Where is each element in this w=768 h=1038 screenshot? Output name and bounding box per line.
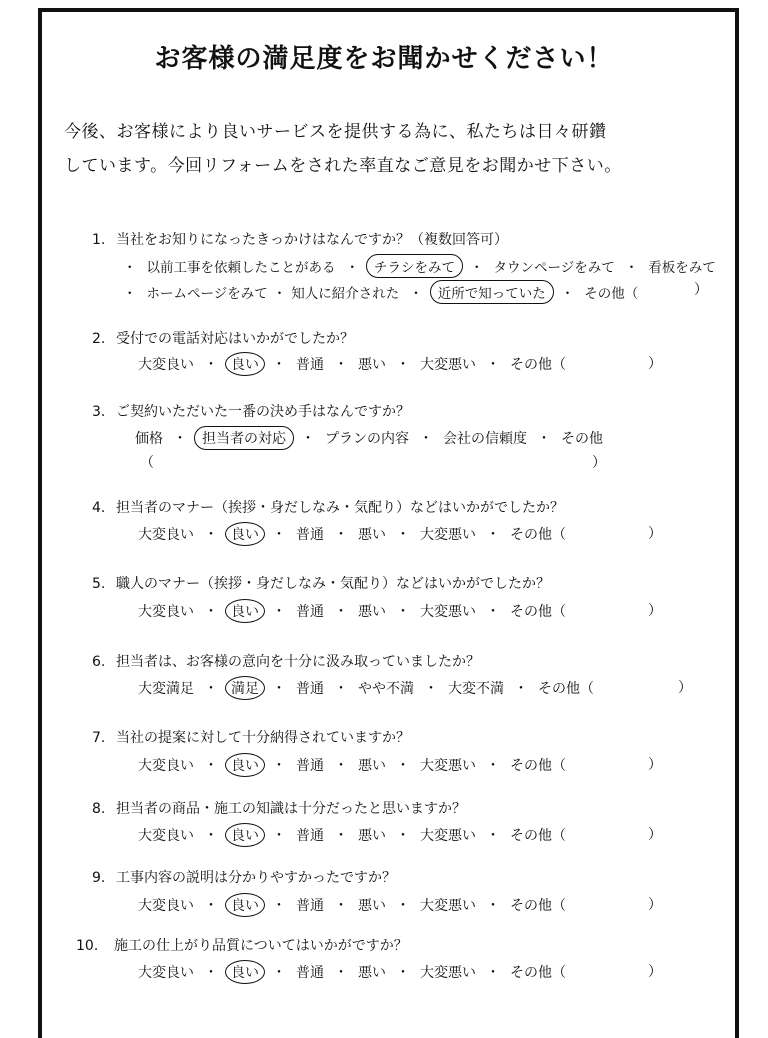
option-very-good[interactable]: 大変良い bbox=[138, 965, 194, 981]
bullet: ・ bbox=[486, 965, 500, 981]
option-good-selected[interactable]: 良い bbox=[225, 893, 265, 917]
question-4-options bbox=[135, 522, 569, 546]
bullet: ・ bbox=[486, 758, 500, 774]
question-10-options bbox=[135, 960, 569, 984]
question-7-options bbox=[135, 753, 569, 777]
option-normal[interactable]: 普通 bbox=[296, 965, 324, 981]
bullet: ・ bbox=[334, 965, 348, 981]
option-good-selected[interactable]: 良い bbox=[225, 599, 265, 623]
question-number: 4. bbox=[92, 500, 106, 516]
bullet: ・ bbox=[334, 898, 348, 914]
bullet: ・ bbox=[396, 758, 410, 774]
question-number: 7. bbox=[92, 730, 106, 746]
bullet: ・ bbox=[272, 286, 287, 302]
question-1-options-row1 bbox=[116, 254, 719, 278]
option-normal[interactable]: 普通 bbox=[296, 758, 324, 774]
option-neighborhood-selected[interactable]: 近所で知っていた bbox=[430, 280, 554, 304]
question-2 bbox=[92, 328, 354, 348]
bullet: ・ bbox=[272, 357, 286, 373]
paren-close: ） bbox=[648, 827, 662, 843]
bullet: ・ bbox=[514, 681, 528, 697]
question-text: 担当者のマナー（挨拶・身だしなみ・気配り）などはいかがでしたか？ bbox=[116, 500, 564, 516]
bullet: ・ bbox=[396, 604, 410, 620]
paren-close: ） bbox=[648, 526, 662, 542]
option-other[interactable]: その他（ bbox=[510, 898, 566, 914]
bullet: ・ bbox=[204, 758, 218, 774]
bullet: ・ bbox=[204, 681, 218, 697]
bullet: ・ bbox=[470, 260, 484, 276]
bullet: ・ bbox=[334, 604, 348, 620]
option-other[interactable]: その他（ bbox=[538, 681, 594, 697]
option-company-trust[interactable]: 会社の信頼度 bbox=[443, 431, 527, 447]
bullet: ・ bbox=[301, 431, 315, 447]
option-good-selected[interactable]: 良い bbox=[225, 753, 265, 777]
option-very-dissatisfied[interactable]: 大変不満 bbox=[448, 681, 504, 697]
question-number: 2. bbox=[92, 331, 106, 347]
bullet: ・ bbox=[424, 681, 438, 697]
option-normal[interactable]: 普通 bbox=[296, 898, 324, 914]
question-number: 8. bbox=[92, 801, 106, 817]
option-very-bad[interactable]: 大変悪い bbox=[420, 828, 476, 844]
question-10 bbox=[76, 935, 408, 955]
option-referral[interactable]: 知人に紹介された bbox=[291, 286, 400, 302]
question-text: 当社をお知りになったきっかけはなんですか？（複数回答可） bbox=[116, 232, 508, 248]
option-homepage[interactable]: ホームページをみて bbox=[146, 286, 268, 302]
bullet: ・ bbox=[204, 898, 218, 914]
option-other[interactable]: その他（ bbox=[510, 828, 566, 844]
question-9 bbox=[92, 867, 396, 887]
option-other[interactable]: その他（ bbox=[510, 357, 566, 373]
question-8-options bbox=[135, 823, 569, 847]
question-1 bbox=[92, 229, 508, 249]
option-other[interactable]: その他（ bbox=[510, 604, 566, 620]
bullet: ・ bbox=[537, 431, 551, 447]
paren-close: ） bbox=[694, 282, 708, 298]
bullet: ・ bbox=[486, 828, 500, 844]
paren-close: ） bbox=[648, 897, 662, 913]
intro-line-1: 今後、お客様により良いサービスを提供する為に、私たちは日々研鑽 bbox=[64, 122, 607, 142]
question-text: ご契約いただいた一番の決め手はなんですか？ bbox=[116, 404, 410, 420]
bullet: ・ bbox=[204, 604, 218, 620]
bullet: ・ bbox=[204, 965, 218, 981]
bullet: ・ bbox=[334, 527, 348, 543]
question-number: 10. bbox=[76, 938, 99, 954]
bullet: ・ bbox=[486, 527, 500, 543]
bullet: ・ bbox=[204, 357, 218, 373]
question-8 bbox=[92, 798, 466, 818]
option-very-bad[interactable]: 大変悪い bbox=[420, 965, 476, 981]
bullet: ・ bbox=[396, 965, 410, 981]
question-text: 担当者は、お客様の意向を十分に汲み取っていましたか？ bbox=[116, 654, 480, 670]
bullet: ・ bbox=[272, 828, 286, 844]
option-good-selected[interactable]: 良い bbox=[225, 823, 265, 847]
option-plan-content[interactable]: プランの内容 bbox=[325, 431, 409, 447]
bullet: ・ bbox=[272, 965, 286, 981]
option-very-bad[interactable]: 大変悪い bbox=[420, 758, 476, 774]
option-very-good[interactable]: 大変良い bbox=[138, 604, 194, 620]
option-normal[interactable]: 普通 bbox=[296, 604, 324, 620]
question-5 bbox=[92, 573, 550, 593]
option-staff-response-selected[interactable]: 担当者の対応 bbox=[194, 426, 294, 450]
bullet: ・ bbox=[272, 527, 286, 543]
paren-close: ） bbox=[678, 680, 692, 696]
bullet: ・ bbox=[272, 758, 286, 774]
option-good-selected[interactable]: 良い bbox=[225, 522, 265, 546]
bullet: ・ bbox=[396, 357, 410, 373]
option-bad[interactable]: 悪い bbox=[358, 527, 386, 543]
option-townpage[interactable]: タウンページをみて bbox=[493, 260, 615, 276]
option-very-good[interactable]: 大変良い bbox=[138, 898, 194, 914]
option-other[interactable]: その他（ bbox=[510, 758, 566, 774]
bullet: ・ bbox=[624, 260, 639, 276]
question-number: 3. bbox=[92, 404, 106, 420]
option-bad[interactable]: 悪い bbox=[358, 604, 386, 620]
option-good-selected[interactable]: 良い bbox=[225, 352, 265, 376]
bullet: ・ bbox=[396, 828, 410, 844]
question-text: 当社の提案に対して十分納得されていますか？ bbox=[116, 730, 410, 746]
question-7 bbox=[92, 727, 410, 747]
question-6-options bbox=[135, 676, 597, 700]
option-very-good[interactable]: 大変良い bbox=[138, 527, 194, 543]
option-good-selected[interactable]: 良い bbox=[225, 960, 265, 984]
option-other[interactable]: その他（ bbox=[510, 527, 566, 543]
option-other[interactable]: その他（ bbox=[584, 286, 639, 302]
option-very-good[interactable]: 大変良い bbox=[138, 828, 194, 844]
option-very-satisfied[interactable]: 大変満足 bbox=[138, 681, 194, 697]
question-text: 担当者の商品・施工の知識は十分だったと思いますか？ bbox=[116, 801, 466, 817]
question-text: 工事内容の説明は分かりやすかったですか？ bbox=[116, 870, 396, 886]
question-number: 9. bbox=[92, 870, 106, 886]
bullet: ・ bbox=[396, 898, 410, 914]
question-text: 職人のマナー（挨拶・身だしなみ・気配り）などはいかがでしたか？ bbox=[116, 576, 550, 592]
option-very-bad[interactable]: 大変悪い bbox=[420, 898, 476, 914]
option-bad[interactable]: 悪い bbox=[358, 828, 386, 844]
bullet: ・ bbox=[334, 681, 348, 697]
option-bad[interactable]: 悪い bbox=[358, 758, 386, 774]
question-4 bbox=[92, 497, 564, 517]
question-number: 6. bbox=[92, 654, 106, 670]
question-text: 施工の仕上がり品質についてはいかがですか？ bbox=[114, 938, 408, 954]
bullet: ・ bbox=[419, 431, 433, 447]
bullet: ・ bbox=[334, 357, 348, 373]
option-very-good[interactable]: 大変良い bbox=[138, 357, 194, 373]
question-number: 1. bbox=[92, 232, 106, 248]
option-bad[interactable]: 悪い bbox=[358, 898, 386, 914]
option-normal[interactable]: 普通 bbox=[296, 681, 324, 697]
option-normal[interactable]: 普通 bbox=[296, 527, 324, 543]
option-previous-work[interactable]: 以前工事を依頼したことがある bbox=[146, 260, 336, 276]
question-1-options-row2 bbox=[116, 280, 641, 304]
option-very-bad[interactable]: 大変悪い bbox=[420, 357, 476, 373]
paren-open: （ bbox=[140, 455, 154, 471]
bullet: ・ bbox=[345, 260, 359, 276]
bullet: ・ bbox=[560, 286, 575, 302]
option-other[interactable]: その他（ bbox=[510, 965, 566, 981]
bullet: ・ bbox=[396, 527, 410, 543]
bullet: ・ bbox=[272, 898, 286, 914]
bullet: ・ bbox=[486, 357, 500, 373]
question-number: 5. bbox=[92, 576, 106, 592]
bullet: ・ bbox=[486, 604, 500, 620]
paren-close: ） bbox=[592, 455, 606, 471]
bullet: ・ bbox=[272, 681, 286, 697]
question-text: 受付での電話対応はいかがでしたか？ bbox=[116, 331, 354, 347]
option-somewhat-dissatisfied[interactable]: やや不満 bbox=[358, 681, 414, 697]
option-bad[interactable]: 悪い bbox=[358, 965, 386, 981]
bullet: ・ bbox=[173, 431, 187, 447]
question-3-options bbox=[132, 426, 606, 450]
option-very-good[interactable]: 大変良い bbox=[138, 758, 194, 774]
paren-close: ） bbox=[648, 603, 662, 619]
bullet: ・ bbox=[204, 527, 218, 543]
bullet: ・ bbox=[334, 828, 348, 844]
paren-close: ） bbox=[648, 757, 662, 773]
option-satisfied-selected[interactable]: 満足 bbox=[225, 676, 265, 700]
option-bad[interactable]: 悪い bbox=[358, 357, 386, 373]
paren-close: ） bbox=[648, 356, 662, 372]
option-very-bad[interactable]: 大変悪い bbox=[420, 527, 476, 543]
intro-line-2: しています。今回リフォームをされた率直なご意見をお聞かせ下さい。 bbox=[64, 156, 622, 176]
bullet: ・ bbox=[486, 898, 500, 914]
option-normal[interactable]: 普通 bbox=[296, 828, 324, 844]
option-flyer-selected[interactable]: チラシをみて bbox=[366, 254, 463, 278]
paren-close: ） bbox=[648, 964, 662, 980]
bullet: ・ bbox=[272, 604, 286, 620]
bullet: ・ bbox=[123, 260, 137, 276]
option-other[interactable]: その他 bbox=[561, 431, 603, 447]
question-9-options bbox=[135, 893, 569, 917]
option-normal[interactable]: 普通 bbox=[296, 357, 324, 373]
option-signboard[interactable]: 看板をみて bbox=[648, 260, 716, 276]
option-very-bad[interactable]: 大変悪い bbox=[420, 604, 476, 620]
bullet: ・ bbox=[334, 758, 348, 774]
question-6 bbox=[92, 651, 480, 671]
bullet: ・ bbox=[204, 828, 218, 844]
option-price[interactable]: 価格 bbox=[135, 431, 163, 447]
page-title: お客様の満足度をお聞かせください！ bbox=[154, 44, 614, 74]
bullet: ・ bbox=[409, 286, 423, 302]
question-3 bbox=[92, 401, 410, 421]
question-5-options bbox=[135, 599, 569, 623]
bullet: ・ bbox=[123, 286, 137, 302]
question-2-options bbox=[135, 352, 569, 376]
